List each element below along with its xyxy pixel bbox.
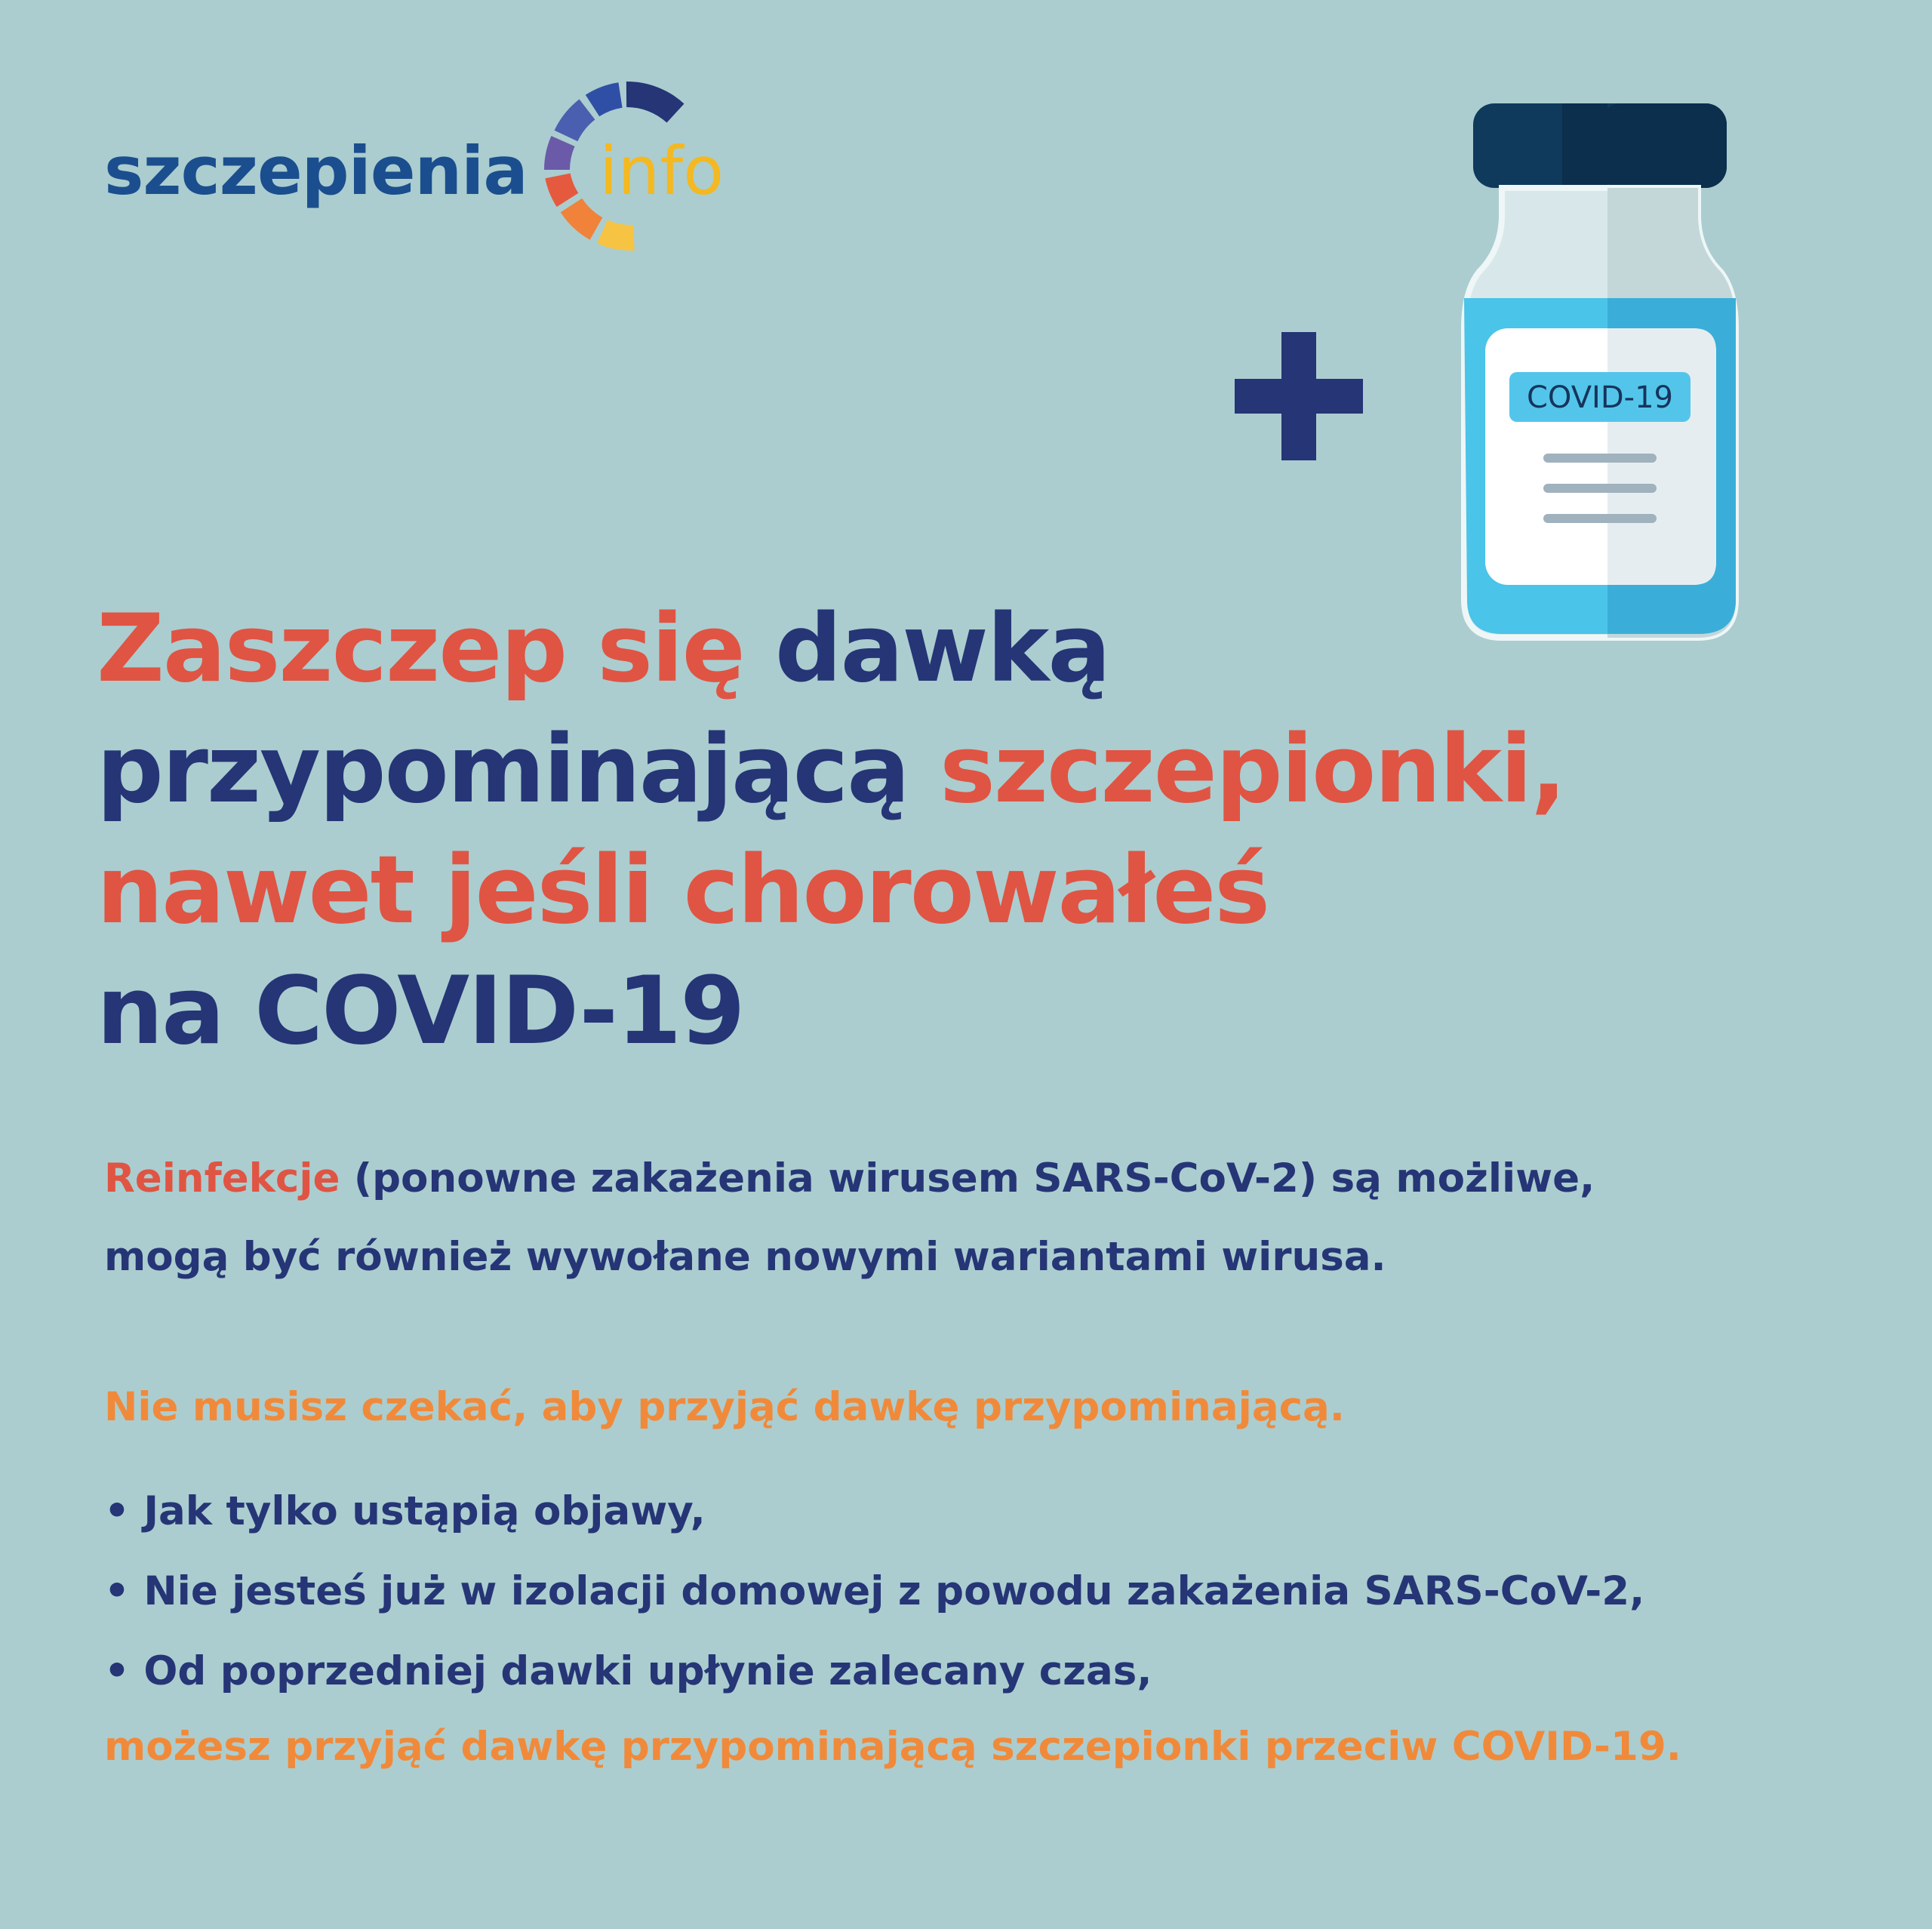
- vaccine-vial-icon: [1449, 102, 1751, 645]
- headline-red-2: szczepionki,: [940, 715, 1565, 824]
- brand-logo: [104, 79, 753, 253]
- conditions-list: [104, 1472, 1900, 1712]
- headline-line-1: [97, 589, 1832, 709]
- intro-line-1: [104, 1140, 1900, 1218]
- logo-wordmark: szczepienia: [104, 132, 528, 210]
- notice-text: Nie musisz czekać, aby przyjąć dawkę przypominającą.: [104, 1384, 1345, 1430]
- intro-highlight: Reinfekcje: [104, 1155, 340, 1201]
- conclusion-text: możesz przyjąć dawkę przypominającą szczepionki przeciw COVID-19.: [104, 1724, 1681, 1770]
- headline-blue-1: dawką: [743, 595, 1109, 703]
- list-item: • Od poprzedniej dawki upłynie zalecany czas,: [104, 1648, 1152, 1694]
- list-item: • Jak tylko ustąpią objawy,: [104, 1488, 706, 1534]
- vial-label-text: COVID-19: [1526, 380, 1674, 415]
- list-item: • Nie jesteś już w izolacji domowej z powodu zakażenia SARS-CoV-2,: [104, 1568, 1645, 1614]
- plus-icon: [1235, 332, 1363, 460]
- intro-rest: (ponowne zakażenia wirusem SARS-CoV-2) są możliwe,: [340, 1155, 1595, 1201]
- headline-line-2: [97, 709, 1832, 830]
- headline-line-4: na COVID-19: [97, 957, 744, 1066]
- intro-paragraph: [104, 1140, 1900, 1297]
- logo-info-text: info: [599, 132, 724, 210]
- headline-line-3: nawet jeśli chorowałeś: [97, 836, 1269, 945]
- headline: [97, 589, 1832, 1072]
- headline-red-1: Zaszczep się: [97, 595, 744, 703]
- intro-line-2: mogą być również wywołane nowymi wariantami wirusa.: [104, 1234, 1386, 1280]
- headline-blue-2: przypominającą: [97, 715, 940, 824]
